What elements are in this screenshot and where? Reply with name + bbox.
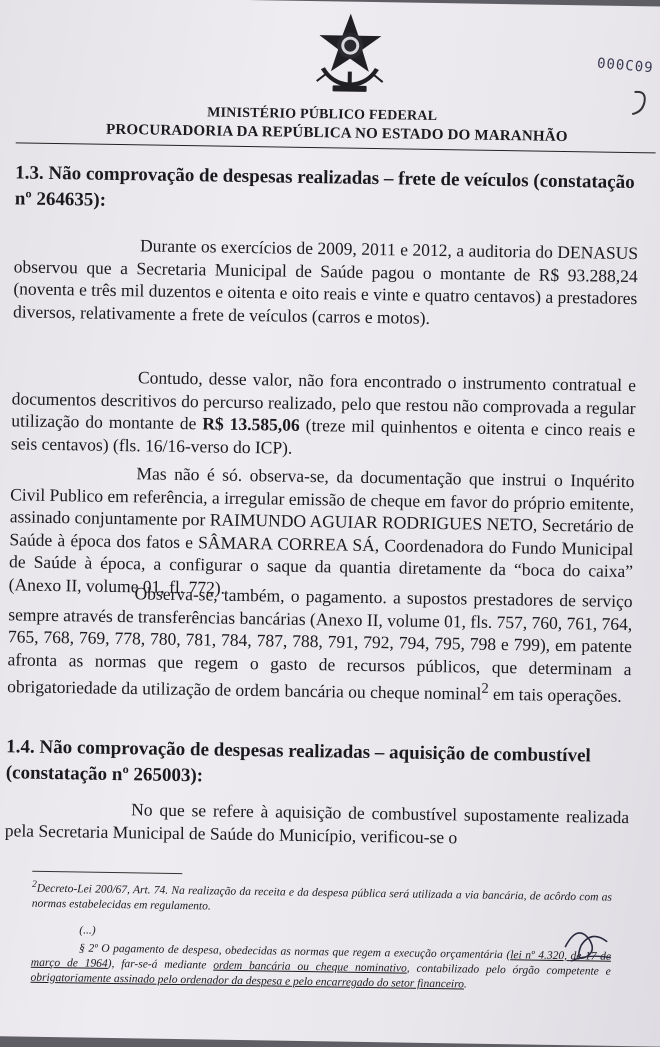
footnote-decree [32, 877, 612, 921]
section-1-3-paragraph-1 [13, 232, 638, 332]
brasao-republica-icon [311, 11, 390, 94]
amount-bold: R$ 13.585,06 [202, 413, 300, 435]
section-1-3-paragraph-4 [7, 580, 633, 707]
footnote-underlined: obrigatoriamente assinado pelo ordenador da despesa e pelo encarregado do setor financeiro [30, 971, 465, 991]
footnote-text: ), far-se-á mediante [107, 957, 214, 972]
footnote-text: § 2º O pagamento de despesa, obedecidas as normas que regem a execução orçamentária ( [78, 942, 511, 962]
footnote-underlined: ordem bancária ou cheque nominativo [213, 959, 407, 975]
footnote-number: 2 [31, 878, 37, 890]
footnote-ellipsis: (...) [79, 924, 96, 937]
paragraph-text: em tais operações. [488, 683, 622, 706]
footnote-text: , contabilizado pelo órgão competente e [406, 962, 611, 978]
paragraph-text: Contudo, desse valor, não fora encontrado o instrumento contratual e documentos descritivos do percurso realizado, pelo que restou não comprovada a regular utilização do montante de [11, 367, 637, 434]
ministry-heading: MINISTÉRIO PÚBLICO FEDERAL [207, 105, 438, 124]
footnote-text: . [463, 978, 467, 991]
paragraph-text: Durante os exercícios de 2009, 2011 e 2012, a auditoria do DENASUS observou que a Secretaria Municipal de Saúde pagou o montante de R$ 93.288,24 (noventa e três mil duzentos e oitenta e oito reais e vinte e quatro centavos) a prestadores diversos, relativamente a frete de veículos (carros e motos). [12, 235, 639, 328]
section-1-4-title: 1.4. Não comprovação de despesas realizadas – aquisição de combustível (constatação nº 265003): [5, 736, 591, 787]
footnote-law-underlined: lei nº 4.320, de 17 de março de 1964 [30, 949, 612, 970]
handwritten-initials-icon [557, 917, 618, 970]
page-number-stamp: 000C09 [596, 55, 655, 77]
paragraph-text: Mas não é só. observa-se, da documentação que instrui o Inquérito Civil Publico em referência, a irregular emissão de cheque em favor do próprio emitente, assinado conjuntamente por RAIMUNDO AGUIAR RODRIGUES NETO, Secretário de Saúde à época dos fatos e SÂMARA CORREA SÁ, Coordenadora do Fundo Municipal de Saúde à época, a configurar o saque da quantia diretamente da “boca do caixa” (Anexo II, volume 01, fl. 772). [8, 463, 635, 598]
section-1-4-paragraph-1 [5, 796, 630, 851]
footnote-reference: 2 [481, 680, 489, 697]
footnote-paragraph-2 [30, 941, 611, 995]
office-heading: PROCURADORIA DA REPÚBLICA NO ESTADO DO MARANHÃO [105, 121, 568, 146]
paragraph-text: (treze mil quinhentos e oitenta e cinco reais e seis centavos) (fls. 16/16-verso do ICP). [10, 414, 636, 458]
section-1-3-paragraph-2 [11, 364, 636, 464]
footnote-text: Decreto-Lei 200/67, Art. 74. Na realização da receita e da despesa pública será utilizada a via bancária, de acôrdo com as normas estabelecidas em regulamento. [31, 882, 613, 913]
paragraph-text: Observa-se, também, o pagamento. a supostos prestadores de serviço sempre através de transferências bancárias (Anexo II, volume 01, fls. 757, 760, 761, 764, 765, 768, 769, 778, 780, 781, 784, 787, 788, 791, 792, 794, 795, 798 e 799), em patente afronta as normas que regem o gasto de recursos públicos, que determinam a obrigatoriedade da utilização de ordem bancária ou cheque nominal [7, 583, 633, 704]
section-1-3-title: 1.3. Não comprovação de despesas realizadas – frete de veículos (constatação nº 264635): [14, 162, 635, 211]
paragraph-text: No que se refere à aquisição de combustível supostamente realizada pela Secretaria Municipal de Saúde do Município, verificou-se o [4, 799, 630, 847]
footnote-rule [32, 871, 182, 874]
